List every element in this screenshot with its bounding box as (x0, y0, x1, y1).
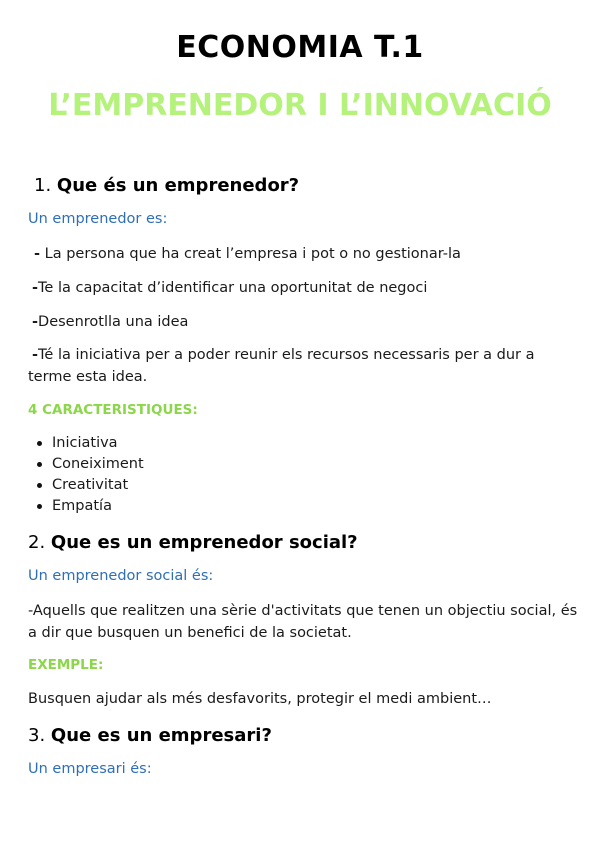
page-title: ECONOMIA T.1 (176, 30, 424, 65)
item-text: Té la iniciativa per a poder reunir els recursos necessaris per a dur a terme esta idea. (28, 347, 535, 385)
section3-question: Que es un empresari? (50, 725, 272, 746)
section2-heading (28, 532, 358, 553)
section2-text: -Aquells que realitzen una sèrie d'activitats que tenen un objectiu social, és a dir que busquen un benefici de la societat. (28, 603, 578, 641)
section1-heading (34, 175, 299, 196)
bullet-icon (37, 504, 42, 509)
section1-intro: Un emprenedor es: (28, 211, 168, 227)
section2-question: Que es un emprenedor social? (50, 532, 358, 553)
item-dash: - (32, 347, 39, 363)
section1-item-4 (28, 344, 578, 388)
section2-number: 2. (28, 532, 46, 553)
bullet-icon (37, 483, 42, 488)
item-text: La persona que ha creat l’empresa i pot o no gestionar-la (40, 246, 461, 262)
item-dash: - (32, 314, 39, 330)
bullet-icon (37, 441, 42, 446)
bullet-icon (37, 462, 42, 467)
item-text: Desenrotlla una idea (38, 314, 189, 330)
list-item-text: Empatía (52, 498, 112, 514)
list-item-text: Coneiximent (52, 456, 144, 472)
section1-item-3 (32, 311, 582, 333)
characteristics-label: 4 CARACTERISTIQUES: (28, 402, 198, 418)
item-dash: - (32, 280, 39, 296)
page-subtitle: L’EMPRENEDOR I L’INNOVACIÓ (48, 88, 552, 123)
section1-question: Que és un emprenedor? (56, 175, 300, 196)
section1-number: 1. (34, 175, 52, 196)
section1-item-1 (34, 243, 584, 265)
section3-intro: Un empresari és: (28, 761, 152, 777)
example-text: Busquen ajudar als més desfavorits, protegir el medi ambient… (28, 691, 492, 707)
example-label: EXEMPLE: (28, 657, 104, 673)
list-item-text: Creativitat (52, 477, 129, 493)
section3-heading (28, 725, 272, 746)
list-item (28, 496, 144, 517)
item-dash: - (34, 246, 41, 262)
list-item (28, 433, 144, 454)
list-item-text: Iniciativa (52, 435, 118, 451)
section1-item-2 (32, 277, 582, 299)
section3-number: 3. (28, 725, 46, 746)
list-item (28, 454, 144, 475)
list-item (28, 475, 144, 496)
section2-intro: Un emprenedor social és: (28, 568, 214, 584)
item-text: Te la capacitat d’identificar una oportunitat de negoci (38, 280, 428, 296)
characteristics-list (28, 433, 144, 517)
